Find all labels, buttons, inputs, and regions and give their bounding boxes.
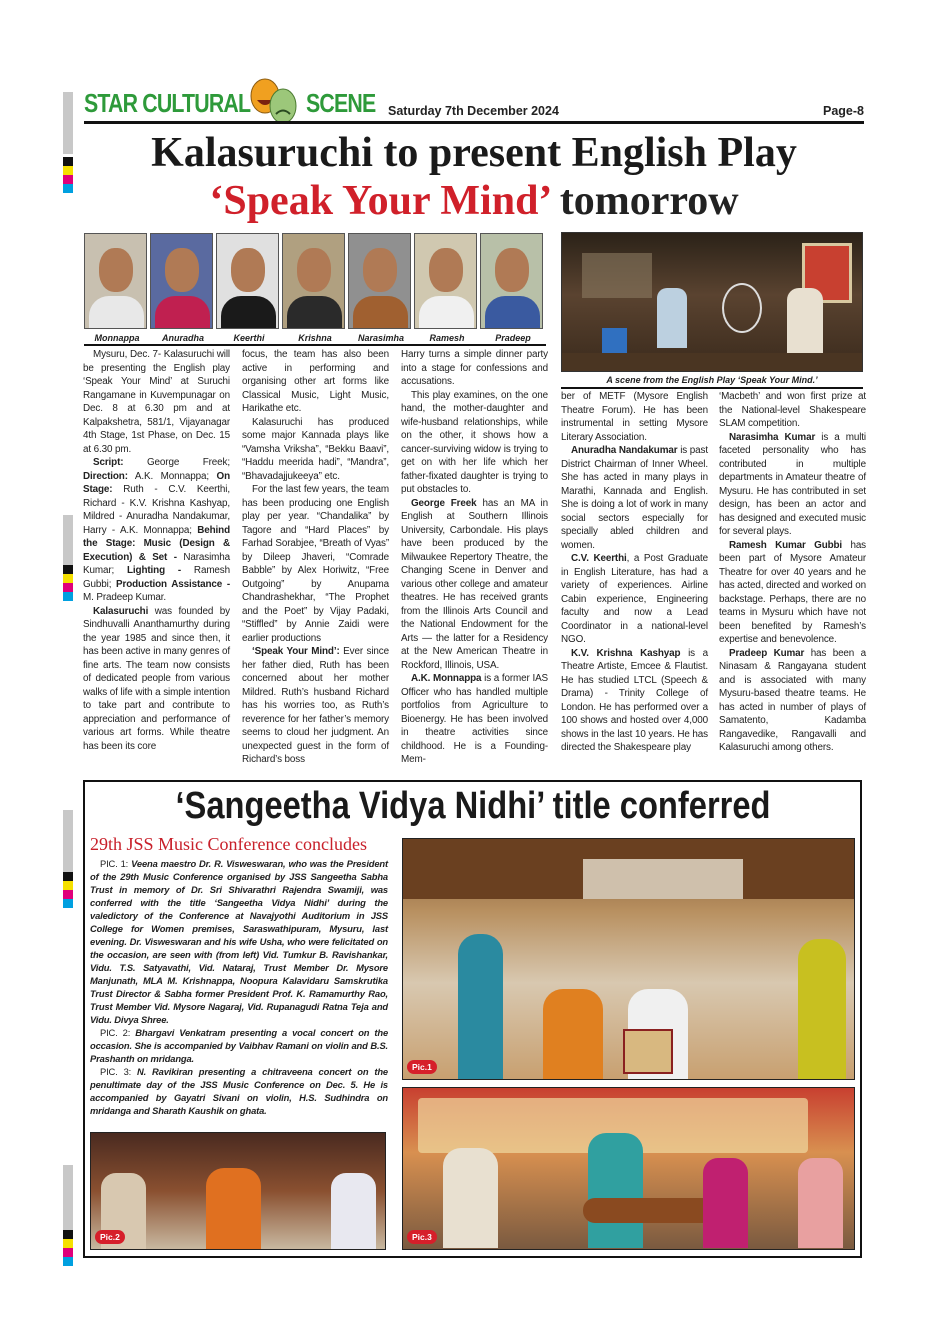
- article-paragraph: [401, 389, 548, 497]
- cast-portraits: [84, 233, 543, 329]
- issue-date: Saturday 7th December 2024: [388, 104, 559, 118]
- registration-marks: [63, 515, 73, 601]
- masthead-logo: [84, 88, 250, 119]
- portrait-name: Pradeep: [495, 333, 531, 343]
- paragraph-text: , a Post Graduate in English Literature, has had a variety of experiences. Airline Cabin experience, Engineering faculty and now a Lead Coordinator in a national-level NGO.: [561, 553, 709, 645]
- portrait-photo: [480, 233, 543, 329]
- article-paragraph: [242, 348, 389, 416]
- page-number: Page-8: [823, 104, 864, 118]
- caption-paragraph: [90, 857, 388, 1026]
- bold-lead-text: Production Assistance -: [116, 578, 230, 590]
- portrait-name: Krishna: [298, 333, 332, 343]
- bold-lead-text: A.K. Monnappa: [411, 673, 482, 684]
- bold-lead-text: George Freek: [411, 497, 477, 509]
- article-paragraph: [401, 348, 548, 389]
- box-subheadline: 29th JSS Music Conference concludes: [90, 834, 367, 854]
- article-paragraph: [401, 672, 548, 767]
- article-paragraph: [719, 390, 866, 431]
- article-column-4: [561, 390, 708, 755]
- bold-lead-text: C.V. Keerthi: [571, 553, 627, 564]
- paragraph-text: is past District Chairman of Inner Wheel. She has acted in many plays in Marathi, Kannada and English. She is doing a lot of work in many social sectors especially for specially abled children and women.: [561, 445, 708, 551]
- article-paragraph: [561, 647, 708, 755]
- paragraph-text: is a Theatre Artiste, Emcee & Flautist. He has studied LTCL (Speech & Drama) - Trinity College of London. He has performed over a 100 shows and hosted over 4,000 shows in the last 10 years. He has directed the Shakespeare play: [561, 647, 708, 753]
- portrait-photo: [282, 233, 345, 329]
- pic-1-label: Pic.1: [407, 1060, 437, 1074]
- caption-paragraph: [90, 1026, 388, 1065]
- headline-line-1: Kalasuruchi to present English Play: [151, 130, 797, 176]
- paragraph-text: ‘Macbeth’ and won first prize at the National-level Shakespeare SLAM competition.: [719, 391, 866, 429]
- bold-lead-text: Narasimha Kumar: [729, 431, 816, 443]
- box-headline: ‘Sangeetha Vidya Nidhi’ title conferred: [175, 785, 771, 827]
- masthead-text-a: STAR CULTURAL: [84, 88, 251, 118]
- bold-lead-text: Pradeep Kumar: [729, 647, 805, 659]
- caption-rule: [561, 387, 863, 389]
- bold-lead-text: Anuradha Nandakumar: [571, 445, 678, 456]
- bold-lead-text: Script:: [93, 457, 124, 468]
- caption-label: PIC. 3:: [100, 1066, 138, 1077]
- portrait-name: Ramesh: [429, 333, 465, 343]
- paragraph-text: has been part of Mysore Amateur Theatre for over 40 years and he has acted, directed and worked on backstage. Perhaps, there are no teams in Mysuru which have not been benefited by Ramesh’s expertise and benevolence.: [719, 539, 867, 645]
- article-paragraph: [561, 390, 708, 444]
- paragraph-text: Harry turns a simple dinner party into a stage for confessions and accusations.: [401, 349, 548, 387]
- article-paragraph: [561, 552, 708, 647]
- caption-label: PIC. 1:: [100, 858, 132, 869]
- bold-lead-text: ‘Speak Your Mind’:: [252, 646, 340, 657]
- caption-label: PIC. 2:: [100, 1027, 136, 1038]
- pic-3-label: Pic.3: [407, 1230, 437, 1244]
- bold-lead-text: Ramesh Kumar Gubbi: [729, 539, 843, 551]
- header-rule: [84, 121, 864, 124]
- article-paragraph: [719, 431, 866, 539]
- article-paragraph: [719, 539, 866, 647]
- portrait-photo: [150, 233, 213, 329]
- article-paragraph: [561, 444, 708, 552]
- headline-play-title: ‘Speak Your Mind’: [209, 178, 550, 224]
- photo-1: [402, 838, 855, 1080]
- caption-paragraph: [90, 1065, 388, 1117]
- paragraph-text: George Freek;: [123, 457, 230, 468]
- bold-lead-text: On Stage:: [83, 470, 230, 495]
- article-paragraph: [242, 483, 389, 645]
- masthead-text-b: SCENE: [306, 88, 376, 118]
- portrait-photo: [348, 233, 411, 329]
- article-paragraph: [242, 416, 389, 484]
- article-paragraph: [401, 497, 548, 673]
- registration-marks: [63, 92, 73, 193]
- masthead-logo-b: [306, 88, 375, 119]
- paragraph-text: Narasimha Kumar;: [83, 551, 230, 576]
- article-column-2: [242, 348, 389, 767]
- paragraph-text: For the last few years, the team has been producing one English play per year. “Chandalika” by Tagore and “Hard Places” by Farhad Sorabjee, “Breath of Vyas” by Dileep Jhaveri, “Comrade Babble” by Alex Horiwitz, “Free Outgoing” by Anupama Chandrashekhar, “The Prophet and the Poet” by Vijay Padaki, “Stiffled” by Annie Zaidi were earlier productions: [242, 484, 389, 644]
- paragraph-text: was founded by Sindhuvalli Ananthamurthy during the year 1985 and since then, it has been active in many genres of fine arts. The team now consists of dedicated people from various walks of life with a simple intention to take part and contribute to appreciation and performance of various art forms. While theatre has been its core: [83, 605, 230, 752]
- caption-text: Bhargavi Venkatram presenting a vocal concert on the occasion. She is accompanied by Vaibhav Ramani on violin and B.S. Prashanth on mridanga.: [90, 1027, 389, 1064]
- caption-text: N. Ravikiran presenting a chitraveena concert on the penultimate day of the JSS Music Conference on Dec. 5. He is accompanied by Gayatri Sivani on violin, H.S. Sudhindra on mridanga and Sharath Kaushik on ghata.: [90, 1066, 388, 1116]
- paragraph-text: M. Pradeep Kumar.: [83, 592, 167, 603]
- article-paragraph: [242, 645, 389, 767]
- article-paragraph: [83, 348, 230, 456]
- article-column-1: [83, 348, 230, 753]
- article-paragraph: [83, 605, 230, 754]
- portrait-name: Keerthi: [233, 333, 265, 343]
- article-paragraph: [719, 647, 866, 755]
- pic-2-label: Pic.2: [95, 1230, 125, 1244]
- cast-names: [84, 333, 546, 343]
- bold-lead-text: Kalasuruchi: [93, 605, 149, 617]
- scene-photo: [561, 232, 863, 372]
- photo-3: [402, 1087, 855, 1250]
- article-column-3: [401, 348, 548, 767]
- paragraph-text: ber of METF (Mysore English Theatre Forum). He has been instrumental in setting Mysore Literary Association.: [561, 391, 708, 443]
- portrait-name: Monnappa: [94, 333, 140, 343]
- paragraph-text: is a multi faceted personality who has contributed in multiple departments in Amateur theatre of Mysuru. He has contributed in set design, has been an actor and has designed and executed music for several plays.: [719, 431, 866, 537]
- registration-marks: [63, 810, 73, 908]
- article-paragraph: [83, 456, 230, 605]
- paragraph-text: has an MA in English at Southern Illinois University, Carbondale. His plays have been produced by the Milwaukee Repertory Theatre, the Changing Scene in Denver and various other college and amateur theatres. He has received grants from the Illinois Arts Council and the National Endowment for the Arts — the latter for a Residency at the New American Theatre in Rockford, Illinois, USA.: [401, 497, 548, 671]
- caption-text: Veena maestro Dr. R. Visweswaran, who was the President of the 29th Music Conference organised by JSS Sangeetha Sabha Trust in memory of Dr. Sri Shivarathri Rajendra Swamiji, was conferred with the title ‘Sangeetha Vidya Nidhi’ during the valedictory of the Conference at Navajyothi Auditorium in JSS College for Women premises, Saraswathipuram, Mysuru, last evening. Dr. Visweswaran and his wife Usha, who were felicitated on the occasion, are seen with (from left) Vid. Tumkur B. Ravishankar, Vidu. T.S. Satyavathi, Vid. Nataraj, Trust Member Dr. Mysore Manjunath, MLA M. Krishnappa, Noopura Kalavidaru Samskrutika Trust Director & Sabha former President Prof. K. Ramamurthy Rao, Trust Member Vid. Mysore Nagaraj, Vid. Rupanagudi Ratna Teja and Vidu. Divya Shree.: [90, 858, 388, 1025]
- bold-lead-text: Behind the Stage: Music (Design & Execution) & Set -: [83, 524, 230, 563]
- photo-captions: [90, 857, 388, 1117]
- portrait-name: Anuradha: [161, 333, 204, 343]
- bold-lead-text: Direction:: [83, 470, 128, 482]
- paragraph-text: has been a Ninasam & Rangayana student and is associated with many Mysuru-based theatre teams. He has acted in number of plays of Samatento, Kadamba Rangavedike, Rangavalli and Kalasuruchi among others.: [719, 647, 866, 753]
- portrait-photo: [84, 233, 147, 329]
- registration-marks: [63, 1165, 73, 1266]
- paragraph-text: Kalasuruchi has produced some major Kannada plays like “Vamsha Vriksha”, “Bekku Baavi”, “Haddu meerida hadi”, “Mandra”, “Bhavadajjukeeya” etc.: [242, 416, 389, 482]
- paragraph-text: Mysuru, Dec. 7- Kalasuruchi will be presenting the English play ‘Speak Your Mind’ at Suruchi Rangamane in Kuvempunagar on Dec. 8 at 6.30 pm and at Kalpakshetra, 581/1, Vijayanagar 4th Stage, 1st Phase, on Dec. 15 at 6.30 pm.: [83, 349, 230, 455]
- headline-tomorrow: tomorrow: [549, 178, 739, 224]
- scene-photo-caption: A scene from the English Play ‘Speak Your Mind.’: [606, 375, 818, 385]
- paragraph-text: Ramesh Gubbi;: [83, 565, 230, 590]
- photo-2: [90, 1132, 386, 1250]
- portrait-rule: [84, 344, 546, 346]
- bold-lead-text: K.V. Krishna Kashyap: [571, 647, 681, 659]
- paragraph-text: focus, the team has also been active in performing and organising other art forms like Classical Music, Light Music, Harikathe etc.: [242, 349, 389, 414]
- paragraph-text: is a former IAS Officer who has handled multiple portfolios from Agriculture to Bioenergy. He has been involved in theatre activities since childhood. He is a Founding-Mem-: [401, 673, 548, 765]
- portrait-photo: [216, 233, 279, 329]
- bold-lead-text: Lighting -: [127, 565, 182, 576]
- paragraph-text: This play examines, on the one hand, the mother-daughter and wife-husband relationships, while on the other, it shows how a cancer-surviving widow is trying to get on with her life which her father-fixated daughter is trying to put obstacles to.: [401, 389, 548, 495]
- article-column-5: [719, 390, 866, 755]
- paragraph-text: Ever since her father died, Ruth has been concerned about her mother Mildred. Ruth’s husband Richard has his worries too, as Ruth’s reverence for her father’s memory seems to cloud her judgment. An unexpected guest in the form of Richard’s boss: [242, 646, 389, 765]
- portrait-photo: [414, 233, 477, 329]
- paragraph-text: A.K. Monnappa;: [127, 470, 217, 482]
- portrait-name: Narasimha: [357, 333, 405, 343]
- headline-line-2: [84, 178, 864, 224]
- paragraph-text: Ruth - C.V. Keerthi, Richard - K.V. Krishna Kashyap, Mildred - Anuradha Nandakumar, Harry - A.K. Monnappa;: [83, 484, 230, 536]
